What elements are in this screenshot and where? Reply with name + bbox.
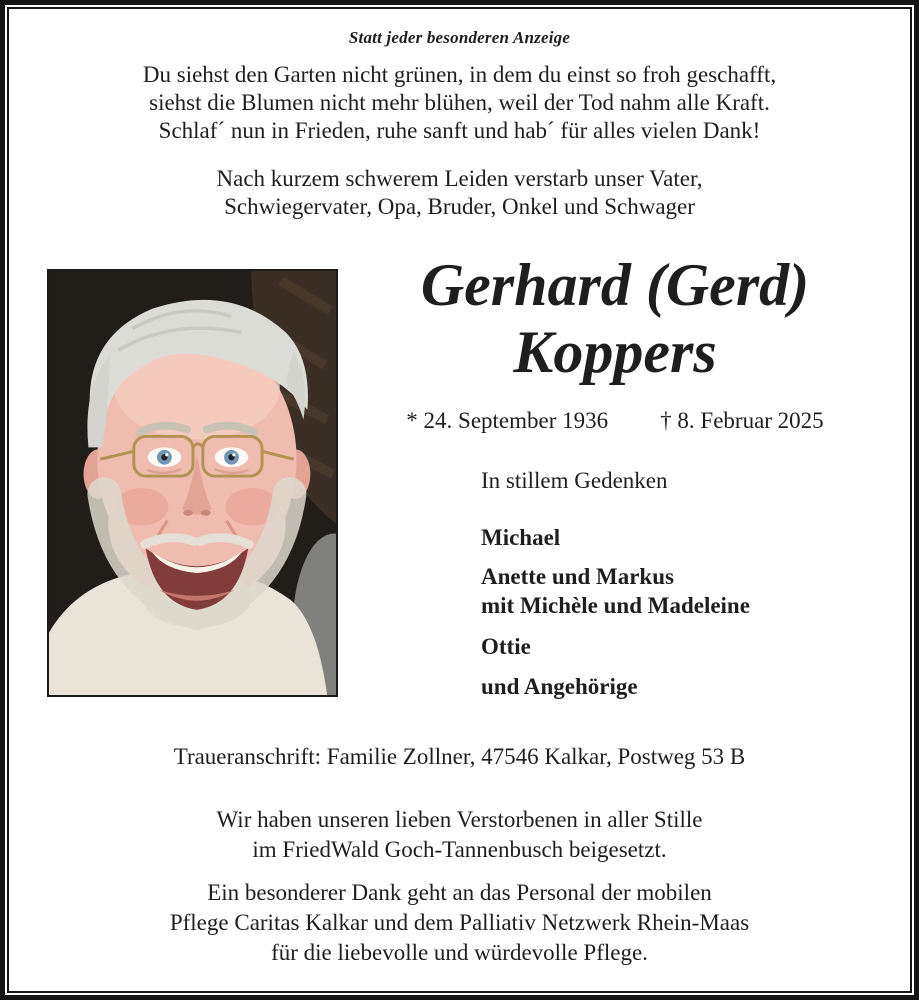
mourner-name: mit Michèle und Madeleine xyxy=(481,593,750,618)
portrait-photo xyxy=(47,269,338,697)
thanks-line: Ein besonderer Dank geht an das Personal der mobilen xyxy=(207,880,712,905)
memorial-block xyxy=(481,468,750,700)
mourner-name: Michael xyxy=(481,525,561,550)
mourning-address: Traueranschrift: Familie Zollner, 47546 Kalkar, Postweg 53 B xyxy=(173,744,746,769)
poem-line: siehst die Blumen nicht mehr blühen, weil der Tod nahm alle Kraft. xyxy=(149,90,770,115)
thanks-line: Pflege Caritas Kalkar und dem Palliativ Netzwerk Rhein-Maas xyxy=(169,910,750,935)
deceased-name-line1: Gerhard (Gerd) xyxy=(420,252,810,318)
mourner-name: Ottie xyxy=(481,634,531,659)
announcement-line: Schwiegervater, Opa, Bruder, Onkel und Schwager xyxy=(224,194,695,219)
death-date: † 8. Februar 2025 xyxy=(660,408,824,433)
motto-line: Statt jeder besonderen Anzeige xyxy=(348,28,571,47)
death-announcement xyxy=(0,165,919,221)
portrait-illustration xyxy=(49,271,336,695)
burial-notice xyxy=(0,805,919,865)
thanks-note xyxy=(0,878,919,968)
poem-line: Du siehst den Garten nicht grünen, in dem du einst so froh geschafft, xyxy=(142,62,777,87)
burial-line: im FriedWald Goch-Tannenbusch beigesetzt. xyxy=(252,837,667,862)
mourner-name: und Angehörige xyxy=(481,674,638,699)
deceased-name xyxy=(348,252,882,386)
memorial-heading: In stillem Gedenken xyxy=(481,468,668,493)
deceased-name-line2: Koppers xyxy=(513,319,717,385)
thanks-line: für die liebevolle und würdevolle Pflege. xyxy=(271,940,648,965)
poem-line: Schlaf´ nun in Frieden, ruhe sanft und hab´ für alles vielen Dank! xyxy=(158,118,761,143)
memorial-poem xyxy=(0,61,919,145)
mourner-name: Anette und Markus xyxy=(481,564,674,589)
announcement-line: Nach kurzem schwerem Leiden verstarb unser Vater, xyxy=(216,166,703,191)
life-dates xyxy=(348,408,882,434)
birth-date: * 24. September 1936 xyxy=(406,408,609,433)
burial-line: Wir haben unseren lieben Verstorbenen in aller Stille xyxy=(216,807,703,832)
